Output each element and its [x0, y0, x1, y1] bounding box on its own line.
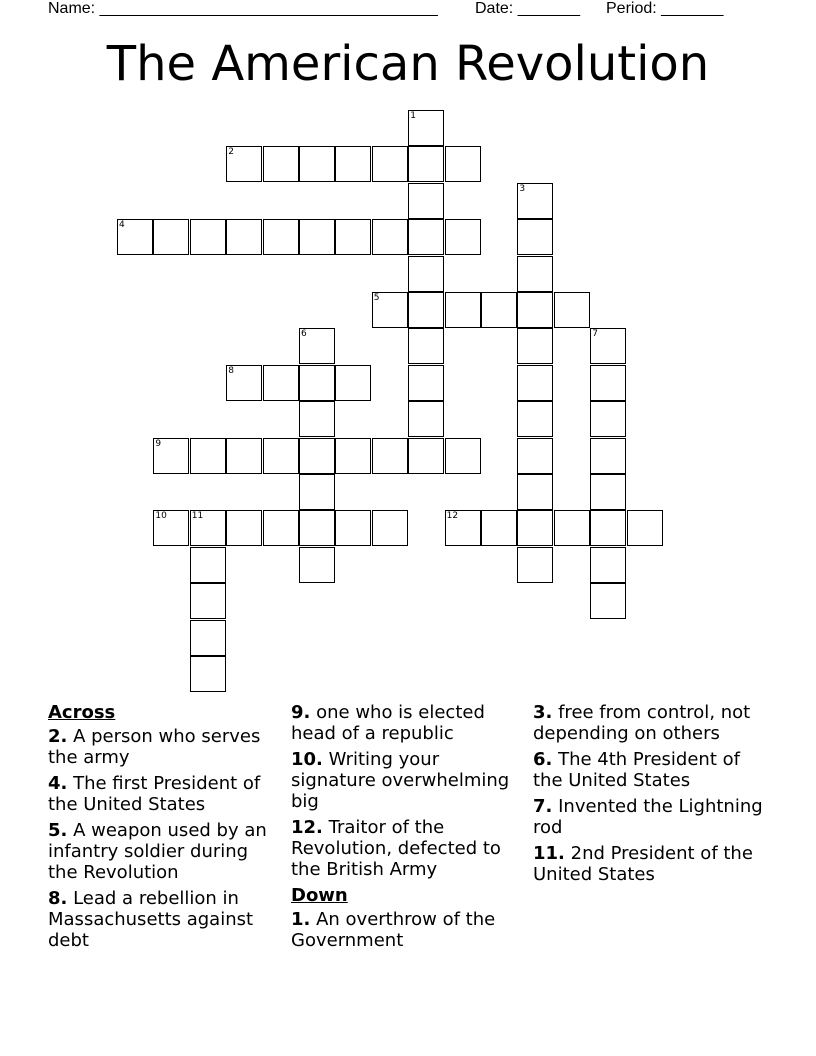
crossword-cell[interactable]: [590, 547, 626, 583]
crossword-cell[interactable]: [117, 219, 153, 255]
crossword-cell[interactable]: [226, 146, 262, 182]
clue-down-11: [533, 843, 773, 885]
crossword-cell[interactable]: [445, 292, 481, 328]
crossword-cell[interactable]: [372, 438, 408, 474]
crossword-cell[interactable]: [190, 583, 226, 619]
crossword-cell[interactable]: [517, 547, 553, 583]
crossword-cell[interactable]: [372, 146, 408, 182]
clue-text: Writing your signature overwhelming big: [291, 749, 510, 812]
clue-down-6: [533, 749, 773, 791]
crossword-cell[interactable]: [190, 510, 226, 546]
clue-text: A person who serves the army: [48, 726, 261, 768]
crossword-cell[interactable]: [408, 328, 444, 364]
crossword-cell[interactable]: [263, 365, 299, 401]
crossword-cell[interactable]: [408, 146, 444, 182]
clue-across-4: [48, 773, 280, 815]
crossword-cell[interactable]: [517, 328, 553, 364]
date-field[interactable]: Date: _______: [475, 0, 580, 17]
crossword-cell[interactable]: [372, 510, 408, 546]
clue-text: one who is elected head of a republic: [291, 702, 485, 744]
crossword-cell[interactable]: [481, 510, 517, 546]
clue-number: 5.: [48, 820, 68, 841]
clue-number: 1.: [291, 909, 311, 930]
crossword-cell[interactable]: [590, 328, 626, 364]
crossword-cell[interactable]: [517, 219, 553, 255]
clue-text: Invented the Lightning rod: [533, 796, 763, 838]
clue-text: An overthrow of the Government: [291, 909, 496, 951]
clue-text: Traitor of the Revolution, defected to the British Army: [291, 817, 501, 880]
crossword-cell[interactable]: [517, 292, 553, 328]
clue-text: The 4th President of the United States: [533, 749, 740, 791]
crossword-cell[interactable]: [408, 365, 444, 401]
cell-number: 11: [191, 511, 204, 522]
crossword-cell[interactable]: [590, 510, 626, 546]
crossword-cell[interactable]: [263, 510, 299, 546]
crossword-cell[interactable]: [554, 292, 590, 328]
crossword-cell[interactable]: [372, 219, 408, 255]
crossword-cell[interactable]: [226, 365, 262, 401]
crossword-cell[interactable]: [153, 219, 189, 255]
crossword-cell[interactable]: [590, 583, 626, 619]
clue-across-12: [291, 817, 523, 880]
cell-number: 7: [592, 329, 598, 340]
down-heading: Down: [291, 885, 348, 906]
crossword-cell[interactable]: [335, 219, 371, 255]
crossword-cell[interactable]: [190, 656, 226, 692]
clue-across-2: [48, 726, 280, 768]
crossword-cell[interactable]: [263, 146, 299, 182]
clue-across-8: [48, 888, 280, 951]
crossword-cell[interactable]: [517, 474, 553, 510]
clue-text: 2nd President of the United States: [533, 843, 753, 885]
crossword-cell[interactable]: [263, 219, 299, 255]
cell-number: 4: [119, 220, 125, 231]
crossword-cell[interactable]: [226, 438, 262, 474]
clue-number: 6.: [533, 749, 553, 770]
crossword-cell[interactable]: [299, 365, 335, 401]
crossword-cell[interactable]: [190, 438, 226, 474]
crossword-cell[interactable]: [299, 510, 335, 546]
clue-column-3: [533, 702, 773, 890]
cell-number: 3: [519, 183, 526, 194]
cell-number: 1: [410, 111, 416, 121]
crossword-cell[interactable]: [517, 401, 553, 437]
crossword-cell[interactable]: [299, 219, 335, 255]
crossword-cell[interactable]: [445, 510, 481, 546]
clue-column-1: [48, 702, 280, 956]
clue-text: free from control, not depending on others: [533, 702, 751, 744]
crossword-cell[interactable]: [554, 510, 590, 546]
crossword-cell[interactable]: [299, 328, 335, 364]
name-field[interactable]: Name: ______________________________________: [48, 0, 438, 17]
cell-number: 2: [228, 147, 234, 158]
crossword-cell[interactable]: [590, 365, 626, 401]
crossword-cell[interactable]: [590, 474, 626, 510]
crossword-cell[interactable]: [590, 438, 626, 474]
across-heading: Across: [48, 702, 116, 723]
clue-down-7: [533, 796, 773, 838]
crossword-cell[interactable]: [517, 438, 553, 474]
cell-number: 8: [228, 365, 234, 376]
cell-number: 10: [155, 511, 167, 522]
clue-number: 4.: [48, 773, 68, 794]
crossword-cell[interactable]: [299, 438, 335, 474]
crossword-cell[interactable]: [517, 365, 553, 401]
crossword-cell[interactable]: [445, 219, 481, 255]
crossword-cell[interactable]: [335, 365, 371, 401]
clue-text: The first President of the United States: [48, 773, 261, 815]
crossword-cell[interactable]: [627, 510, 663, 546]
crossword-cell[interactable]: [481, 292, 517, 328]
clue-number: 11.: [533, 843, 565, 864]
clue-number: 8.: [48, 888, 68, 909]
crossword-cell[interactable]: [263, 438, 299, 474]
crossword-cell[interactable]: [153, 438, 189, 474]
clue-text: Lead a rebellion in Massachusetts against debt: [48, 888, 254, 951]
clue-column-2: [291, 702, 523, 956]
cell-number: 5: [373, 293, 380, 303]
page-title: The American Revolution: [106, 36, 710, 92]
crossword-cell[interactable]: [408, 219, 444, 255]
crossword-cell[interactable]: [335, 510, 371, 546]
crossword-cell[interactable]: [517, 510, 553, 546]
clue-across-5: [48, 820, 280, 883]
cell-number: 9: [155, 438, 162, 449]
crossword-cell[interactable]: [517, 256, 553, 292]
crossword-cell[interactable]: [335, 438, 371, 474]
crossword-cell[interactable]: [226, 219, 262, 255]
crossword-cell[interactable]: [190, 620, 226, 656]
clue-down-3: [533, 702, 773, 744]
crossword-cell[interactable]: [590, 401, 626, 437]
crossword-cell[interactable]: [299, 401, 335, 437]
clue-number: 10.: [291, 749, 323, 770]
crossword-cell[interactable]: [445, 438, 481, 474]
crossword-cell[interactable]: [335, 146, 371, 182]
crossword-cell[interactable]: [517, 183, 553, 219]
crossword-cell[interactable]: [445, 146, 481, 182]
clue-text: A weapon used by an infantry soldier during the Revolution: [48, 820, 267, 883]
clue-number: 2.: [48, 726, 68, 747]
cell-number: 6: [301, 329, 307, 340]
clue-number: 12.: [291, 817, 323, 838]
crossword-cell[interactable]: [408, 256, 444, 292]
clue-number: 9.: [291, 702, 311, 723]
clue-number: 7.: [533, 796, 553, 817]
crossword-cell[interactable]: [153, 510, 189, 546]
clue-across-10: [291, 749, 523, 812]
crossword-cell[interactable]: [299, 474, 335, 510]
crossword-cell[interactable]: [299, 146, 335, 182]
clue-number: 3.: [533, 702, 553, 723]
clue-down-1: [291, 909, 523, 951]
crossword-cell[interactable]: [190, 219, 226, 255]
crossword-cell[interactable]: [408, 401, 444, 437]
clue-across-9: [291, 702, 523, 744]
crossword-cell[interactable]: [408, 292, 444, 328]
crossword-cell[interactable]: [372, 292, 408, 328]
period-field[interactable]: Period: _______: [606, 0, 724, 17]
crossword-cell[interactable]: [190, 547, 226, 583]
crossword-cell[interactable]: [408, 183, 444, 219]
crossword-cell[interactable]: [299, 547, 335, 583]
crossword-cell[interactable]: [226, 510, 262, 546]
crossword-cell[interactable]: [408, 110, 444, 146]
cell-number: 12: [446, 511, 459, 522]
crossword-cell[interactable]: [408, 438, 444, 474]
